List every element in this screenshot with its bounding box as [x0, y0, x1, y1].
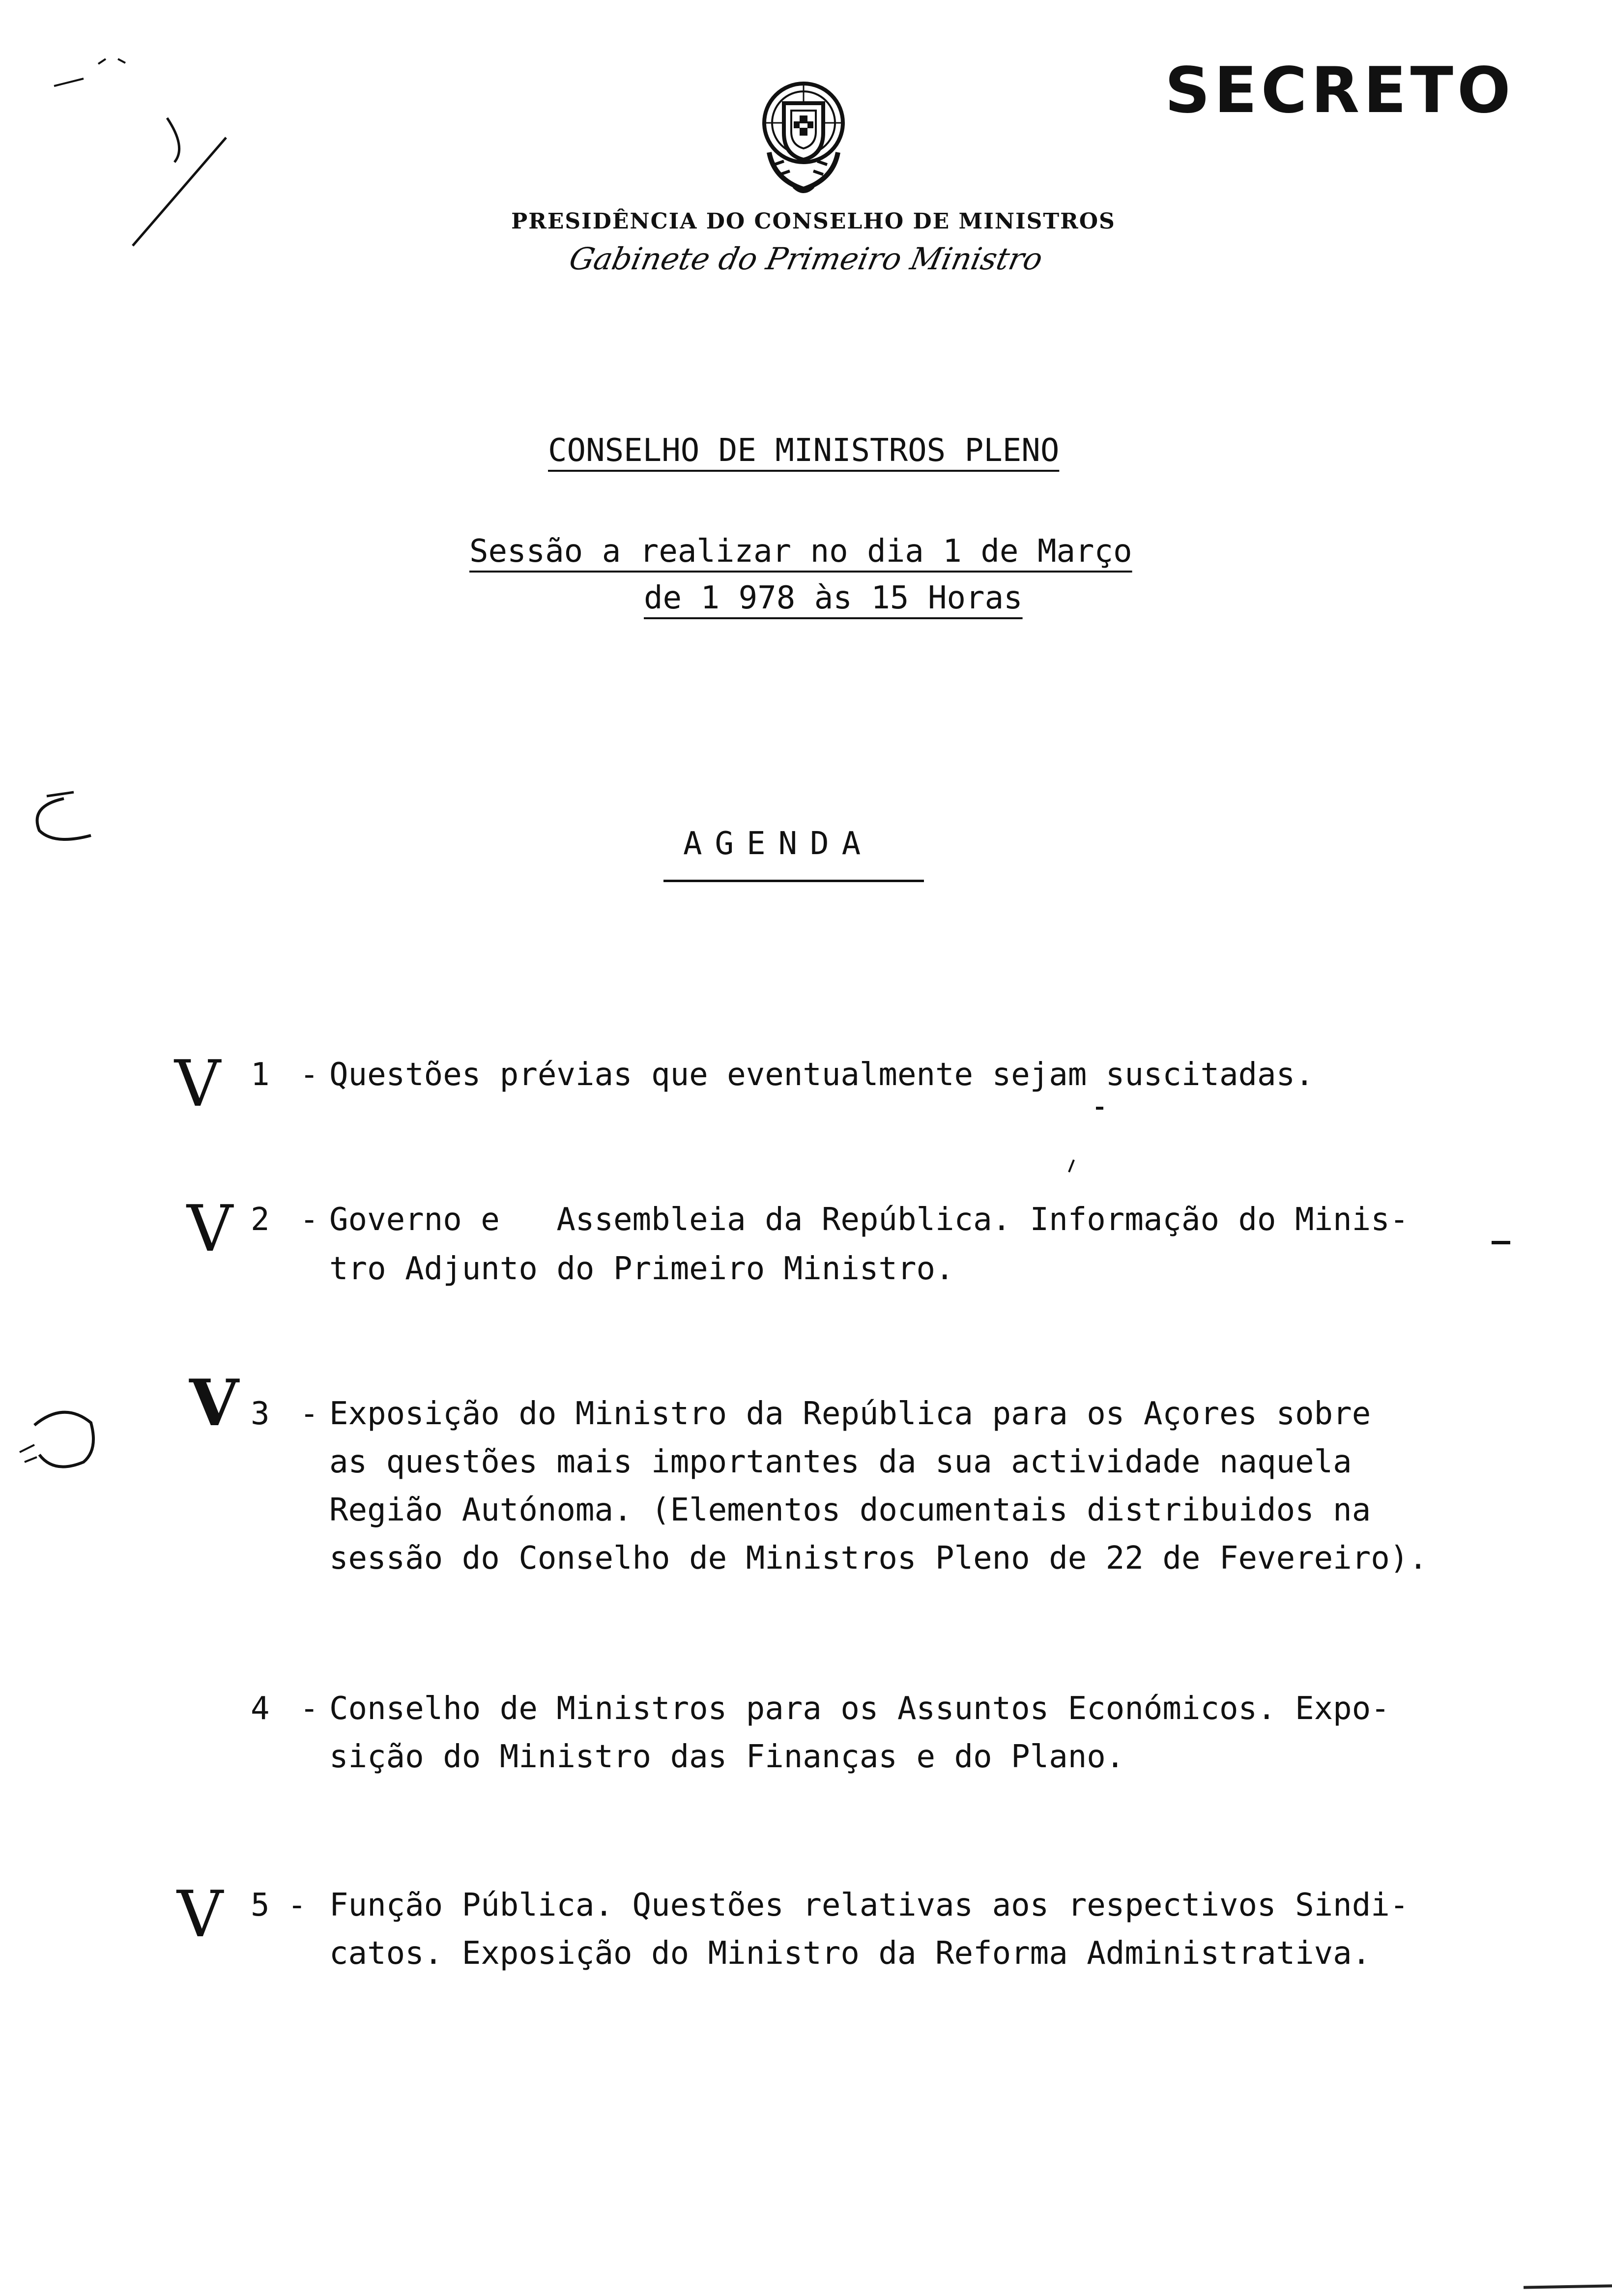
margin-dash [1492, 1241, 1510, 1244]
item-2-line-2: tro Adjunto do Primeiro Ministro. [329, 1251, 954, 1287]
item-separator-1: - [300, 1057, 319, 1093]
agenda-title: AGENDA [683, 826, 874, 862]
item-separator-4: - [300, 1691, 319, 1727]
item-3-line-2: as questões mais importantes da sua actividade naquela [329, 1444, 1352, 1480]
item-separator-5: - [288, 1887, 307, 1923]
agenda-underline [663, 880, 924, 882]
check-mark-item-3: V [189, 1365, 239, 1440]
office-name: Gabinete do Primeiro Ministro [566, 241, 1046, 277]
item-number-3: 3 [251, 1396, 270, 1432]
item-3-line-1: Exposição do Ministro da República para os Açores sobre [329, 1396, 1371, 1432]
coat-of-arms-icon [745, 74, 863, 197]
o-scribble [34, 1412, 93, 1467]
c-mark [37, 799, 91, 839]
institution-name: PRESIDÊNCIA DO CONSELHO DE MINISTROS [511, 209, 1116, 234]
dash-scribble [20, 1445, 37, 1462]
item-number-1: 1 [251, 1057, 270, 1093]
item-separator-3: - [300, 1396, 319, 1432]
item-5-line-1: Função Pública. Questões relativas aos respectivos Sindi- [329, 1887, 1409, 1923]
item-1-line-1: Questões prévias que eventualmente sejam suscitadas. [329, 1057, 1314, 1093]
corner-dots [54, 59, 125, 86]
check-mark-item-1: V [174, 1046, 221, 1121]
item-number-5: 5 [251, 1887, 270, 1923]
meeting-title: CONSELHO DE MINISTROS PLENO [548, 432, 1060, 469]
item-separator-2: - [300, 1202, 319, 1238]
check-mark-item-5: V [177, 1877, 223, 1952]
item-3-line-4: sessão do Conselho de Ministros Pleno de 22 de Fevereiro). [329, 1540, 1428, 1577]
item-4-line-1: Conselho de Ministros para os Assuntos Económicos. Expo- [329, 1691, 1390, 1727]
item-2-line-1: Governo e Assembleia da República. Informação do Minis- [329, 1202, 1409, 1238]
item-3-line-3: Região Autónoma. (Elementos documentais distribuidos na [329, 1492, 1371, 1528]
session-line-2: de 1 978 às 15 Horas [644, 580, 1023, 616]
accent-mark [1069, 1160, 1074, 1172]
check-mark-item-2: V [187, 1191, 233, 1266]
c-mark-top [47, 792, 74, 796]
hook-mark [167, 118, 179, 162]
classification-stamp: SECRETO [1165, 54, 1515, 127]
item-5-line-2: catos. Exposição do Ministro da Reforma Administrativa. [329, 1935, 1371, 1972]
session-line-1: Sessão a realizar no dia 1 de Março [469, 533, 1132, 570]
item-number-2: 2 [251, 1202, 270, 1238]
item-number-4: 4 [251, 1691, 270, 1727]
item-4-line-2: sição do Ministro das Finanças e do Plano. [329, 1739, 1125, 1775]
